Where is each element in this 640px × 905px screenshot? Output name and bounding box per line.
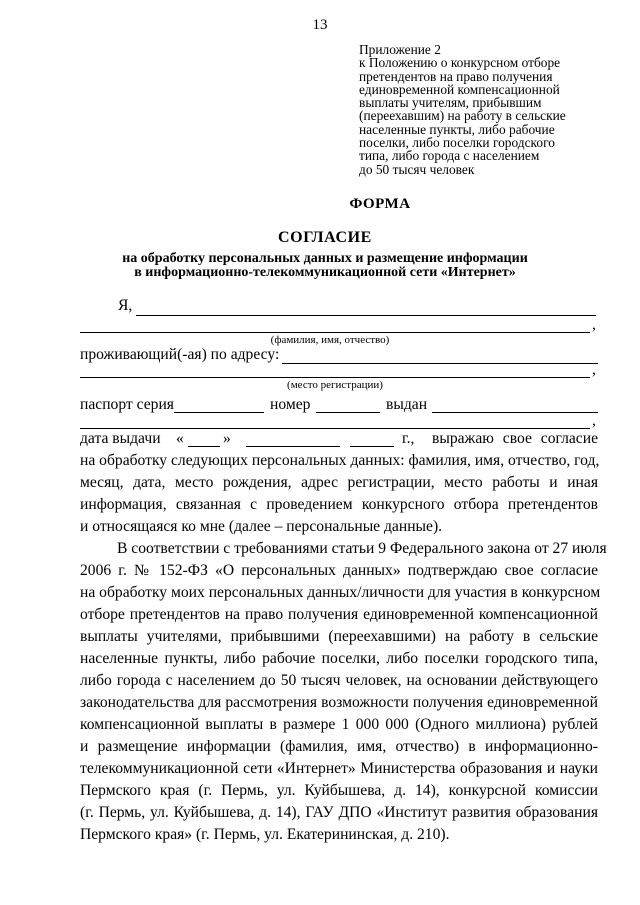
issued-label: выдан	[386, 396, 428, 413]
annex-line: до 50 тысяч человек	[359, 161, 475, 177]
passport-number-field[interactable]	[316, 412, 380, 413]
ya-label: Я,	[118, 297, 133, 314]
passport-series-field[interactable]	[174, 412, 264, 413]
comma: ,	[592, 412, 596, 429]
paragraph-2-line: компенсационной выплаты в размере 1 000 000 (Одного миллиона) рублей	[80, 716, 598, 733]
annex-line: поселки, либо поселки городского	[359, 135, 555, 151]
paragraph-1-line: месяц, дата, место рождения, адрес регистрации, место работы и иная	[80, 474, 598, 491]
issue-month-field[interactable]	[246, 446, 340, 447]
paragraph-2-line: Пермского края» (г. Пермь, ул. Екатерининская, д. 210).	[80, 826, 450, 843]
fio-caption: (фамилия, имя, отчество)	[270, 334, 390, 346]
subtitle-line: в информационно-телекоммуникационной сети «Интернет»	[134, 265, 516, 280]
annex-line: единовременной компенсационной	[359, 81, 560, 97]
annex-line: претендентов на право получения	[359, 68, 553, 84]
paragraph-2-line: Пермского края (г. Пермь, ул. Куйбышева, д. 14), конкурсной комиссии	[80, 782, 598, 799]
document-title: СОГЛАСИЕ	[278, 229, 372, 246]
year-suffix: г.,	[402, 430, 415, 447]
paragraph-2-line: выплаты учителями, прибывшими (переехавшими) на работу в сельские	[80, 628, 598, 645]
paragraph-2-line: телекоммуникационной сети «Интернет» Министерства образования и науки	[80, 760, 598, 777]
annex-line: выплаты учителям, прибывшим	[359, 95, 542, 111]
issued-by-field-2[interactable]	[80, 428, 590, 429]
annex-block	[359, 43, 566, 176]
annex-line: населенные пункты, либо рабочие	[359, 121, 555, 137]
document-subtitle	[0, 252, 640, 280]
subtitle-line: на обработку персональных данных и размещение информации	[122, 251, 528, 266]
paragraph-1-line: и относящаяся ко мне (далее – персональные данные).	[80, 518, 443, 535]
annex-line: (переехавшим) на работу в сельские	[359, 108, 566, 124]
paragraph-2-line: отборе претендентов на право получения единовременной компенсационной	[80, 606, 598, 623]
address-label: проживающий(-ая) по адресу:	[80, 346, 280, 363]
comma: ,	[592, 361, 596, 378]
issue-day-field[interactable]	[188, 446, 220, 447]
name-field-line-2[interactable]	[80, 332, 590, 333]
issue-date-label: дата выдачи	[80, 430, 161, 447]
issued-by-field[interactable]	[432, 412, 598, 413]
annex-line: Приложение 2	[359, 42, 441, 57]
quote-open: «	[176, 430, 184, 447]
page-number: 13	[312, 17, 328, 33]
quote-close: »	[223, 430, 231, 447]
issue-year-field[interactable]	[350, 446, 394, 447]
paragraph-1-line: на обработку следующих персональных данных: фамилия, имя, отчество, год,	[80, 452, 600, 469]
paragraph-2-line: либо города с населением до 50 тысяч человек, на основании действующего	[80, 672, 598, 689]
paragraph-2-line: на обработку моих персональных данных/личности для участия в конкурсном	[80, 584, 601, 601]
registration-field-line[interactable]	[80, 377, 590, 378]
annex-line: типа, либо города с населением	[359, 148, 540, 164]
name-field-line[interactable]	[136, 315, 596, 316]
passport-series-label: паспорт серия	[80, 396, 174, 413]
passport-number-label: номер	[270, 396, 311, 413]
registration-caption: (место регистрации)	[287, 379, 383, 391]
address-field-line[interactable]	[282, 363, 598, 364]
consent-start: выражаю свое согласие	[432, 430, 598, 447]
paragraph-2-line: 2006 г. № 152-ФЗ «О персональных данных» подтверждаю свое согласие	[80, 562, 598, 579]
paragraph-2-line: и размещение информации (фамилия, имя, отчество) в информационно-	[80, 738, 598, 755]
paragraph-2-line: населенные пункты, либо рабочие поселки, либо поселки городского типа,	[80, 650, 598, 667]
annex-line: к Положению о конкурсном отборе	[359, 55, 561, 71]
paragraph-1-line: информация, связанная с проведением конкурсного отбора претендентов	[80, 496, 598, 513]
form-label: ФОРМА	[349, 196, 411, 212]
issue-date-row	[80, 430, 598, 450]
comma: ,	[592, 316, 596, 333]
paragraph-2-line: В соответствии с требованиями статьи 9 Федерального закона от 27 июля	[117, 540, 607, 557]
paragraph-2-line: законодательства для рассмотрения возможности получения единовременной	[80, 694, 598, 711]
paragraph-2-line: (г. Пермь, ул. Куйбышева, д. 14), ГАУ ДПО «Институт развития образования	[80, 804, 598, 821]
